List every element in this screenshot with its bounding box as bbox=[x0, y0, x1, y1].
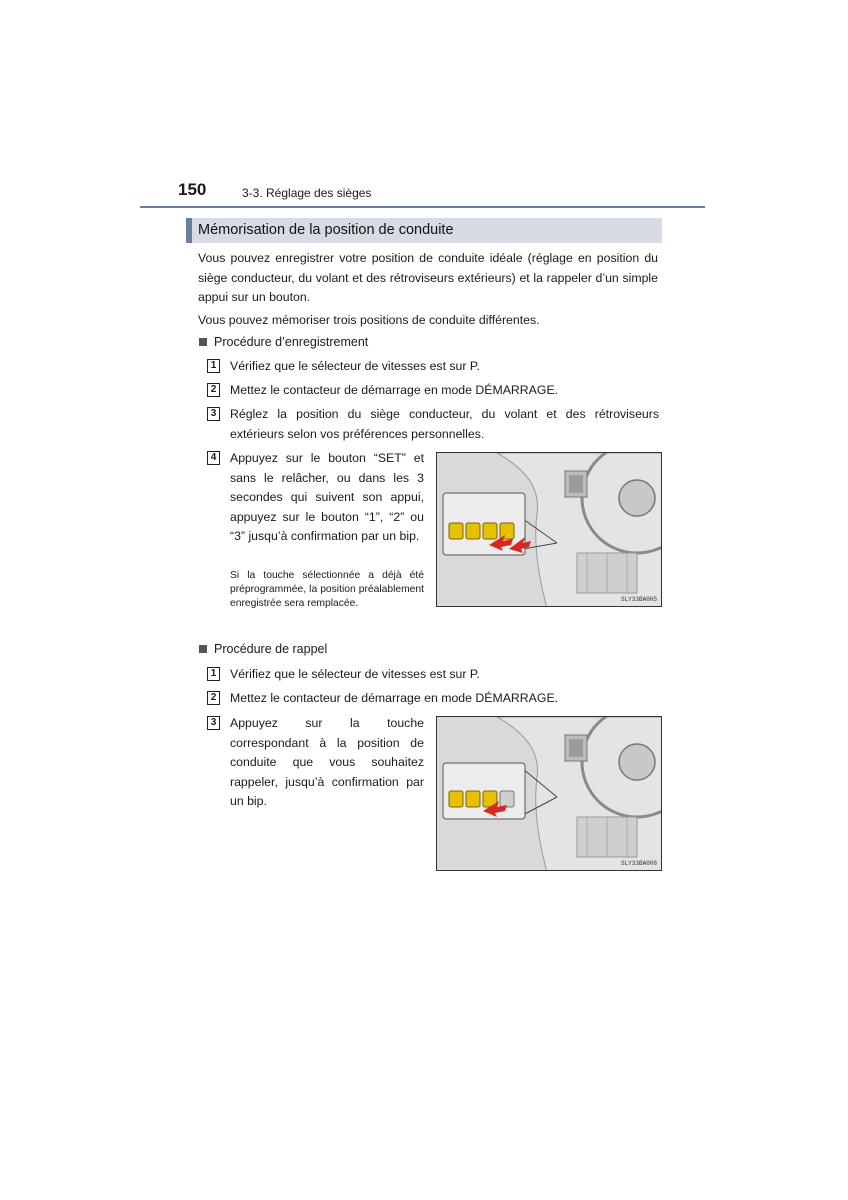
step-text: Appuyez sur le bouton “SET” et sans le relâcher, ou dans les 3 secondes qui suivent son appui, appuyez sur le bouton “1”, “2” ou “3” jusqu’à confirmation par un bip. bbox=[230, 451, 424, 543]
page-number: 150 bbox=[178, 180, 207, 199]
registration-illustration bbox=[436, 452, 662, 607]
step-number: 2 bbox=[207, 383, 220, 397]
step-number: 3 bbox=[207, 407, 220, 421]
registration-heading bbox=[199, 335, 368, 349]
recall-illustration bbox=[436, 716, 662, 871]
square-bullet-icon bbox=[199, 645, 207, 653]
intro-paragraph-2: Vous pouvez mémoriser trois positions de conduite différentes. bbox=[198, 313, 540, 327]
figure-code: SLY33BA006 bbox=[620, 860, 657, 867]
step-text: Mettez le contacteur de démarrage en mode DÉMARRAGE. bbox=[230, 383, 559, 397]
step-number: 3 bbox=[207, 716, 220, 730]
step-number: 1 bbox=[207, 359, 220, 373]
section-title-bar bbox=[186, 218, 662, 243]
registration-note: Si la touche sélectionnée a déjà été préprogrammée, la position préalablement enregistrée sera remplacée. bbox=[230, 570, 424, 609]
step-text: Vérifiez que le sélecteur de vitesses est sur P. bbox=[230, 359, 480, 373]
step-text: Appuyez sur la touche correspondant à la position de conduite que vous souhaitez rappeler, jusqu’à confirmation par un bip. bbox=[230, 716, 424, 808]
step-number: 2 bbox=[207, 691, 220, 705]
figure-code: SLY33BA005 bbox=[620, 596, 657, 603]
registration-heading-label: Procédure d’enregistrement bbox=[214, 335, 369, 349]
recall-heading bbox=[199, 642, 327, 656]
step-text: Vérifiez que le sélecteur de vitesses est sur P. bbox=[230, 667, 480, 681]
section-reference: 3-3. Réglage des sièges bbox=[242, 186, 372, 200]
intro-paragraph: Vous pouvez enregistrer votre position de conduite idéale (réglage en position du siège conducteur, du volant et des rétroviseurs extérieurs) et la rappeler d’un simple appui sur un bouton. bbox=[198, 251, 658, 304]
square-bullet-icon bbox=[199, 338, 207, 346]
header-divider bbox=[140, 206, 705, 208]
recall-heading-label: Procédure de rappel bbox=[214, 642, 328, 656]
step-number: 4 bbox=[207, 451, 220, 465]
section-title: Mémorisation de la position de conduite bbox=[198, 222, 454, 238]
step-number: 1 bbox=[207, 667, 220, 681]
step-text: Réglez la position du siège conducteur, du volant et des rétroviseurs extérieurs selon vos préférences personnelles. bbox=[230, 407, 659, 441]
step-text: Mettez le contacteur de démarrage en mode DÉMARRAGE. bbox=[230, 691, 559, 705]
